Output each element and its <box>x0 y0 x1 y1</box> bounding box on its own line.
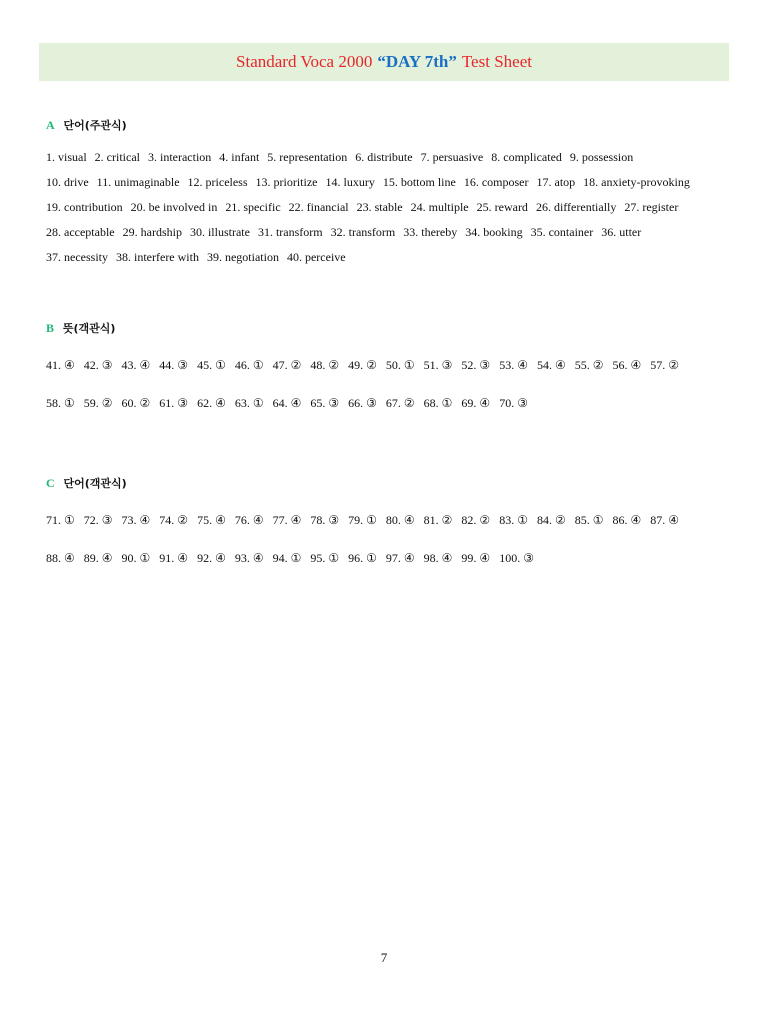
answer-line <box>46 145 736 170</box>
answer-item: 89. ④ <box>83 551 113 565</box>
answer-item: 21. specific <box>225 200 281 214</box>
answer-item: 94. ① <box>272 551 302 565</box>
answer-item: 83. ① <box>499 513 528 527</box>
answer-item: 6. distribute <box>355 150 413 164</box>
answer-item: 54. ④ <box>536 358 566 372</box>
answer-item: 7. persuasive <box>420 150 484 164</box>
answer-item: 39. negotiation <box>206 250 279 264</box>
answer-item: 99. ④ <box>461 551 491 565</box>
answer-item: 65. ③ <box>310 396 340 410</box>
answer-item: 14. luxury <box>325 175 375 189</box>
section-heading <box>46 320 736 336</box>
answer-item: 13. prioritize <box>255 175 318 189</box>
answer-item: 59. ② <box>83 396 113 410</box>
answer-item: 29. hardship <box>122 225 182 239</box>
answer-item: 11. unimaginable <box>96 175 180 189</box>
answer-item: 100. ③ <box>499 551 534 565</box>
title-sheet: Test Sheet <box>461 52 532 71</box>
section-label: 단어(객관식) <box>63 477 127 490</box>
answer-item: 61. ③ <box>159 396 189 410</box>
answer-item: 90. ① <box>121 551 151 565</box>
answer-line <box>46 346 736 384</box>
answer-item: 22. financial <box>288 200 349 214</box>
answer-item: 69. ④ <box>461 396 491 410</box>
answer-item: 37. necessity <box>46 250 108 264</box>
answer-item: 86. ④ <box>612 513 642 527</box>
answer-item: 2. critical <box>94 150 140 164</box>
answer-item: 1. visual <box>46 150 87 164</box>
answer-item: 9. possession <box>569 150 634 164</box>
section-a <box>46 117 736 270</box>
answer-item: 67. ② <box>385 396 415 410</box>
answer-item: 31. transform <box>257 225 323 239</box>
answer-item: 25. reward <box>476 200 528 214</box>
answer-line <box>46 245 736 270</box>
answer-lines <box>46 501 736 577</box>
answer-item: 8. complicated <box>491 150 562 164</box>
answer-item: 92. ④ <box>197 551 226 565</box>
answer-item: 60. ② <box>121 396 151 410</box>
answer-item: 66. ③ <box>348 396 377 410</box>
answer-item: 55. ② <box>574 358 604 372</box>
section-letter: A <box>46 118 55 132</box>
answer-item: 42. ③ <box>83 358 113 372</box>
answer-item: 12. priceless <box>187 175 248 189</box>
answer-item: 19. contribution <box>46 200 123 214</box>
answer-item: 23. stable <box>356 200 403 214</box>
answer-line <box>46 220 736 245</box>
answer-item: 30. illustrate <box>189 225 250 239</box>
answer-item: 52. ③ <box>461 358 491 372</box>
answer-item: 26. differentially <box>535 200 617 214</box>
answer-item: 81. ② <box>423 513 453 527</box>
answer-lines <box>46 346 736 422</box>
answer-item: 74. ② <box>159 513 189 527</box>
section-label: 뜻(객관식) <box>62 322 116 335</box>
answer-item: 3. interaction <box>147 150 212 164</box>
answer-item: 10. drive <box>46 175 89 189</box>
answer-item: 38. interfere with <box>116 250 199 264</box>
answer-item: 45. ① <box>197 358 226 372</box>
answer-item: 5. representation <box>267 150 348 164</box>
answer-item: 44. ③ <box>159 358 189 372</box>
answer-item: 27. register <box>624 200 679 214</box>
answer-lines <box>46 145 736 270</box>
answer-item: 73. ④ <box>121 513 151 527</box>
answer-item: 77. ④ <box>272 513 302 527</box>
answer-item: 18. anxiety-provoking <box>583 175 690 189</box>
answer-item: 78. ③ <box>310 513 340 527</box>
title-day: “DAY 7th” <box>377 52 457 71</box>
answer-item: 76. ④ <box>234 513 264 527</box>
answer-item: 48. ② <box>310 358 340 372</box>
answer-item: 51. ③ <box>423 358 453 372</box>
answer-item: 71. ① <box>46 513 75 527</box>
answer-line <box>46 170 736 195</box>
answer-item: 28. acceptable <box>46 225 115 239</box>
answer-item: 85. ① <box>574 513 604 527</box>
answer-item: 87. ④ <box>650 513 680 527</box>
answer-item: 34. booking <box>465 225 523 239</box>
answer-line <box>46 195 736 220</box>
answer-line <box>46 384 736 422</box>
answer-item: 96. ① <box>348 551 377 565</box>
answer-item: 95. ① <box>310 551 340 565</box>
answer-item: 88. ④ <box>46 551 75 565</box>
answer-item: 36. utter <box>601 225 642 239</box>
answer-item: 40. perceive <box>286 250 346 264</box>
answer-item: 35. container <box>530 225 594 239</box>
answer-item: 49. ② <box>348 358 377 372</box>
answer-item: 56. ④ <box>612 358 642 372</box>
answer-item: 16. composer <box>463 175 529 189</box>
answer-item: 72. ③ <box>83 513 113 527</box>
answer-item: 68. ① <box>423 396 453 410</box>
answer-item: 64. ④ <box>272 396 302 410</box>
answer-item: 80. ④ <box>385 513 415 527</box>
answer-item: 20. be involved in <box>130 200 218 214</box>
section-letter: B <box>46 321 55 335</box>
answer-item: 63. ① <box>234 396 264 410</box>
answer-item: 82. ② <box>461 513 491 527</box>
answer-item: 98. ④ <box>423 551 453 565</box>
answer-item: 62. ④ <box>197 396 226 410</box>
answer-line <box>46 539 736 577</box>
answer-item: 93. ④ <box>234 551 264 565</box>
answer-item: 24. multiple <box>410 200 469 214</box>
answer-item: 53. ④ <box>499 358 528 372</box>
title-banner <box>39 43 729 81</box>
answer-item: 84. ② <box>536 513 566 527</box>
answer-item: 46. ① <box>234 358 264 372</box>
answer-item: 41. ④ <box>46 358 75 372</box>
title-series: Standard Voca 2000 <box>236 52 373 71</box>
answer-item: 91. ④ <box>159 551 189 565</box>
answer-item: 47. ② <box>272 358 302 372</box>
answer-item: 50. ① <box>385 358 415 372</box>
answer-item: 79. ① <box>348 513 377 527</box>
page-number: 7 <box>380 950 388 965</box>
answer-item: 32. transform <box>330 225 396 239</box>
answer-item: 17. atop <box>536 175 576 189</box>
section-heading <box>46 475 736 491</box>
answer-item: 43. ④ <box>121 358 151 372</box>
answer-item: 70. ③ <box>499 396 528 410</box>
section-letter: C <box>46 476 55 490</box>
answer-item: 97. ④ <box>385 551 415 565</box>
section-c <box>46 475 736 577</box>
section-label: 단어(주관식) <box>63 119 127 132</box>
answer-item: 15. bottom line <box>382 175 456 189</box>
section-heading <box>46 117 736 133</box>
answer-item: 33. thereby <box>403 225 458 239</box>
answer-item: 58. ① <box>46 396 75 410</box>
answer-line <box>46 501 736 539</box>
answer-item: 75. ④ <box>197 513 226 527</box>
answer-item: 57. ② <box>650 358 680 372</box>
section-b <box>46 320 736 422</box>
answer-item: 4. infant <box>219 150 260 164</box>
